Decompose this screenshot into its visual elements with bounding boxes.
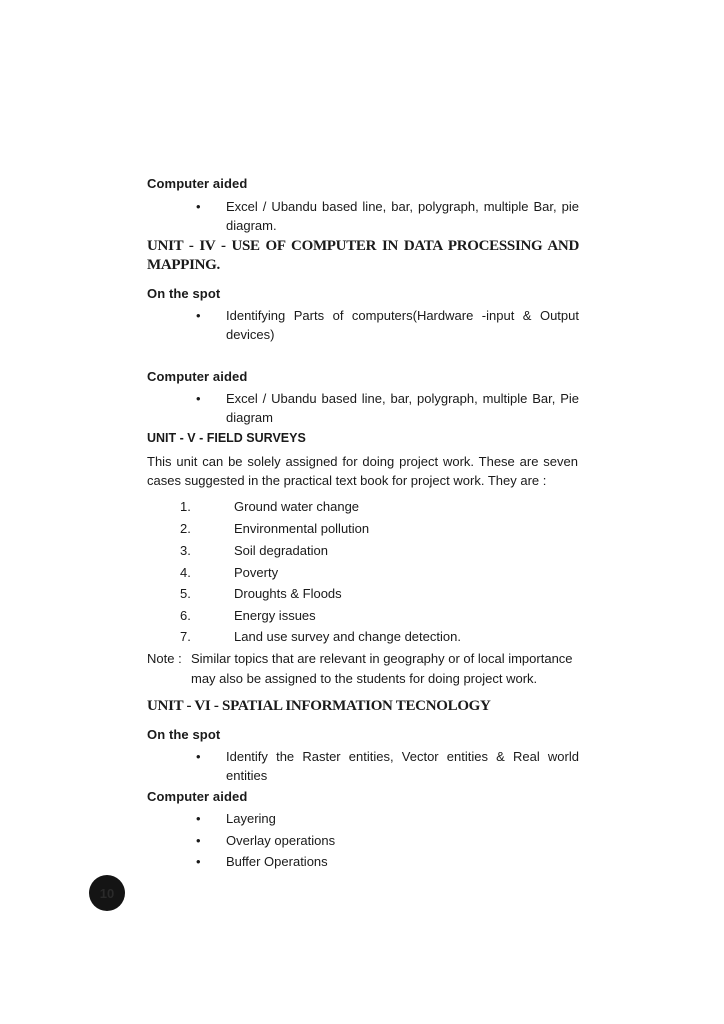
list-number: 5. [180, 586, 191, 601]
note-text-line2: may also be assigned to the students for doing project work. [191, 671, 538, 686]
list-text: Poverty [234, 565, 279, 580]
list-item [180, 627, 461, 646]
list-text: Soil degradation [234, 543, 328, 558]
section-label-on-the-spot: On the spot [147, 727, 221, 742]
note-block [147, 649, 578, 689]
list-item [180, 519, 369, 538]
unit-v-intro: This unit can be solely assigned for doing project work. These are seven cases suggested in the practical text book for project work. They are : [147, 454, 578, 488]
bullet-text: Layering [226, 811, 276, 826]
list-text: Energy issues [234, 608, 316, 623]
section-label-computer-aided: Computer aided [147, 789, 248, 804]
bullet-item [196, 852, 579, 871]
unit-vi-heading: UNIT - VI - SPATIAL INFORMATION TECNOLOGY [147, 698, 491, 714]
section-label-computer-aided: Computer aided [147, 369, 248, 384]
list-number: 1. [180, 499, 191, 514]
list-item [180, 563, 278, 582]
list-text: Environmental pollution [234, 521, 370, 536]
list-number: 6. [180, 608, 191, 623]
bullet-dot-icon: • [196, 749, 201, 764]
list-item [180, 541, 328, 560]
section-label-on-the-spot: On the spot [147, 286, 221, 301]
note-label: Note : [147, 651, 182, 666]
bullet-text: Buffer Operations [226, 854, 328, 869]
bullet-item [196, 747, 579, 785]
bullet-item [196, 831, 579, 850]
list-text: Land use survey and change detection. [234, 629, 461, 644]
bullet-dot-icon: • [196, 308, 201, 323]
list-number: 7. [180, 629, 191, 644]
bullet-text: Identify the Raster entities, Vector entities & Real world entities [226, 749, 579, 783]
bullet-item [196, 306, 579, 344]
note-text-line1: Similar topics that are relevant in geography or of local importance [191, 651, 573, 666]
unit-v-heading: UNIT - V - FIELD SURVEYS [147, 431, 306, 445]
list-item [180, 584, 342, 603]
bullet-dot-icon: • [196, 854, 201, 869]
list-number: 2. [180, 521, 191, 536]
bullet-item [196, 809, 579, 828]
bullet-dot-icon: • [196, 391, 201, 406]
bullet-text: Excel / Ubandu based line, bar, polygraph, multiple Bar, Pie diagram [226, 391, 579, 425]
bullet-text: Identifying Parts of computers(Hardware -input & Output devices) [226, 308, 579, 342]
page-number-badge: 10 [89, 875, 125, 911]
list-number: 4. [180, 565, 191, 580]
list-text: Ground water change [234, 499, 360, 514]
bullet-dot-icon: • [196, 199, 201, 214]
bullet-text: Overlay operations [226, 833, 336, 848]
unit-iv-heading: UNIT - IV - USE OF COMPUTER IN DATA PROCESSING AND MAPPING. [147, 238, 579, 273]
bullet-dot-icon: • [196, 811, 201, 826]
bullet-item [196, 389, 579, 427]
bullet-item [196, 197, 579, 235]
list-item [180, 606, 316, 625]
list-number: 3. [180, 543, 191, 558]
bullet-dot-icon: • [196, 833, 201, 848]
list-item [180, 497, 359, 516]
list-text: Droughts & Floods [234, 586, 342, 601]
bullet-text: Excel / Ubandu based line, bar, polygraph, multiple Bar, pie diagram. [226, 199, 579, 233]
section-label-computer-aided: Computer aided [147, 176, 248, 191]
